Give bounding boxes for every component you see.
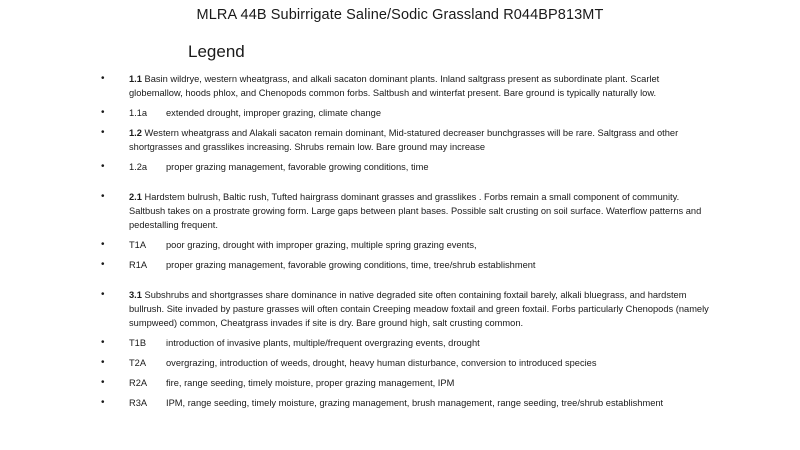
transition-code: • T1B (129, 338, 147, 348)
state-description: Subshrubs and shortgrasses share dominance in native degraded site often containing foxtail barely, alkali bluegrass, and hardstem bullrush. Site invaded by pasture grasses will often contain Creeping meadow foxtail and green foxtail. Forbs particularly Chenopods (namely sumpweed) common, Cheatgrass invades if site is dry. Bare ground high, salt crusting common. (129, 290, 709, 328)
restoration-code: • R3A (129, 398, 148, 408)
legend-item-pathway-1-2a (0, 160, 800, 174)
legend-item-pathway-1-1a (0, 106, 800, 120)
restoration-code: • R1A (129, 260, 148, 270)
restoration-description: IPM, range seeding, timely moisture, grazing management, brush management, range seeding, tree/shrub establishment (166, 398, 664, 408)
pathway-code: • 1.1a (129, 108, 148, 118)
legend-item-state-1-2 (0, 126, 800, 154)
legend-heading: Legend (188, 42, 245, 61)
pathway-code: • 1.2a (129, 162, 148, 172)
pathway-description: proper grazing management, favorable growing conditions, time (166, 162, 429, 172)
restoration-description: fire, range seeding, timely moisture, proper grazing management, IPM (166, 378, 455, 388)
transition-description: poor grazing, drought with improper grazing, multiple spring grazing events, (166, 240, 477, 250)
legend-item-transition-t2a (0, 356, 800, 370)
transition-code: • T1A (129, 240, 147, 250)
transition-description: overgrazing, introduction of weeds, drought, heavy human disturbance, conversion to introduced species (166, 358, 597, 368)
state-number: 1.1 (129, 74, 142, 84)
state-description: Hardstem bulrush, Baltic rush, Tufted hairgrass dominant grasses and grasslikes . Forbs remain a small component of community. Saltbush takes on a prostrate growing form. Large gaps between plant bases. Possible salt crusting on soil surface. Waterflow patterns and pedestalling frequent. (129, 192, 702, 230)
legend-item-state-2-1 (0, 190, 800, 232)
transition-description: introduction of invasive plants, multiple/frequent overgrazing events, drought (166, 338, 480, 348)
state-description: Western wheatgrass and Alakali sacaton remain dominant, Mid-statured decreaser bunchgrasses will be rare. Saltgrass and other shortgrasses and grasslikes increasing. Shrubs remain low. Bare ground may increase (129, 128, 679, 152)
state-number: 2.1 (129, 192, 142, 202)
legend-item-transition-t1a (0, 238, 800, 252)
legend-item-restoration-r1a (0, 258, 800, 272)
state-description: Basin wildrye, western wheatgrass, and alkali sacaton dominant plants. Inland saltgrass present as subordinate plant. Scarlet globemallow, hoods phlox, and Chenopods common forbs. Saltbush and winterfat present. Bare ground is typically naturally low. (129, 74, 660, 98)
legend-item-transition-t1b (0, 336, 800, 350)
restoration-code: • R2A (129, 378, 148, 388)
state-number: 3.1 (129, 290, 142, 300)
legend-item-restoration-r2a (0, 376, 800, 390)
legend-item-state-3-1 (0, 288, 800, 330)
pathway-description: extended drought, improper grazing, climate change (166, 108, 381, 118)
transition-code: • T2A (129, 358, 147, 368)
legend-list (0, 72, 800, 416)
state-number: 1.2 (129, 128, 142, 138)
restoration-description: proper grazing management, favorable growing conditions, time, tree/shrub establishment (166, 260, 536, 270)
slide-title: MLRA 44B Subirrigate Saline/Sodic Grassland R044BP813MT (196, 7, 604, 23)
legend-item-restoration-r3a (0, 396, 800, 410)
legend-item-state-1-1 (0, 72, 800, 100)
